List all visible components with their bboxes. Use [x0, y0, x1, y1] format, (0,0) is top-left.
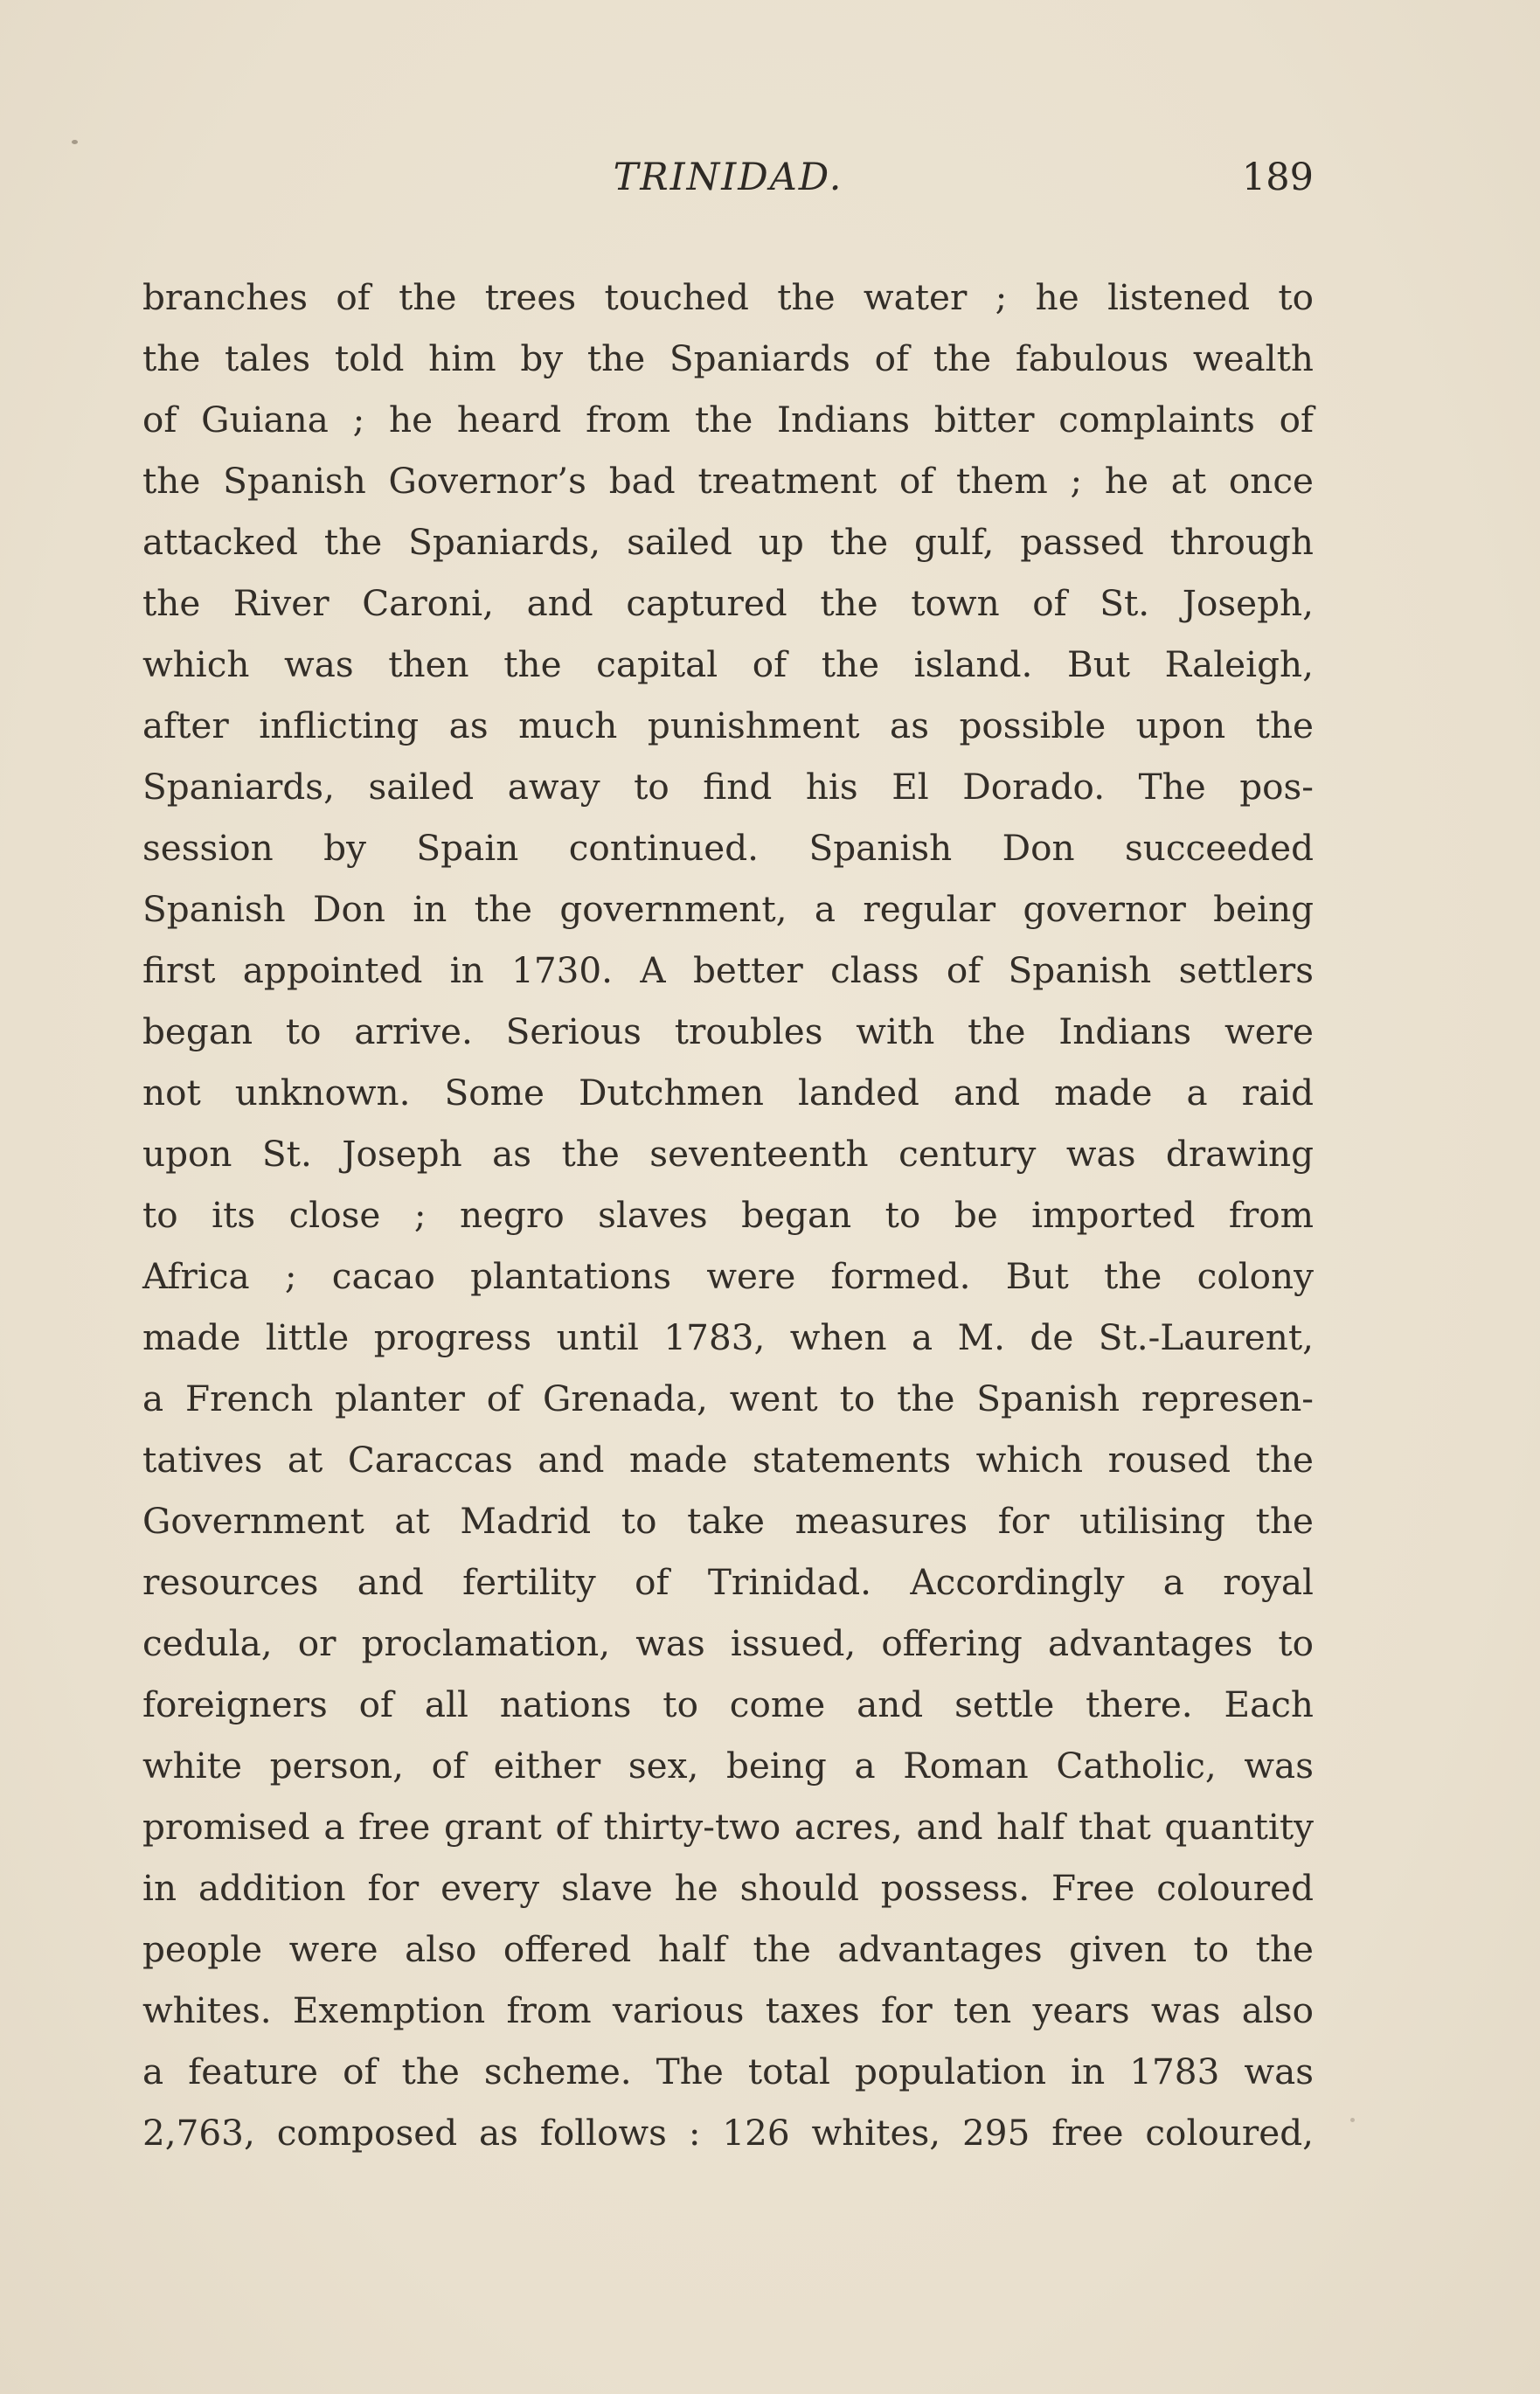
text-line: the River Caroni, and captured the town of St. Joseph,	[142, 582, 1314, 624]
text-line: 2,763, composed as follows : 126 whites, 295 free coloured,	[142, 2112, 1314, 2154]
text-line: the tales told him by the Spaniards of the fabulous wealth	[142, 337, 1314, 379]
text-line: branches of the trees touched the water ; he listened to	[142, 276, 1314, 318]
text-line: session by Spain continued. Spanish Don succeeded	[142, 827, 1314, 869]
text-line: Spanish Don in the government, a regular governor being	[142, 888, 1314, 930]
page-number: 189	[1241, 156, 1314, 199]
text-line: Government at Madrid to take measures for utilising the	[142, 1500, 1314, 1542]
text-line: to its close ; negro slaves began to be imported from	[142, 1194, 1314, 1236]
text-line: a French planter of Grenada, went to the Spanish represen-	[142, 1377, 1314, 1419]
text-line: in addition for every slave he should possess. Free coloured	[142, 1867, 1314, 1909]
text-line: which was then the capital of the island. But Raleigh,	[142, 643, 1314, 685]
text-line: made little progress until 1783, when a M. de St.-Laurent,	[142, 1316, 1314, 1358]
text-line: whites. Exemption from various taxes for ten years was also	[142, 1989, 1314, 2031]
text-line: not unknown. Some Dutchmen landed and made a raid	[142, 1072, 1314, 1114]
text-line: people were also offered half the advantages given to the	[142, 1928, 1314, 1970]
text-line: began to arrive. Serious troubles with the Indians were	[142, 1010, 1314, 1052]
text-line: cedula, or proclamation, was issued, offering advantages to	[142, 1622, 1314, 1664]
text-line: resources and fertility of Trinidad. Accordingly a royal	[142, 1561, 1314, 1603]
ink-speck	[1350, 2118, 1355, 2122]
text-line: attacked the Spaniards, sailed up the gulf, passed through	[142, 521, 1314, 563]
running-title: TRINIDAD.	[613, 156, 843, 199]
ink-speck	[72, 140, 78, 144]
text-line: Africa ; cacao plantations were formed. But the colony	[142, 1255, 1314, 1297]
text-line: promised a free grant of thirty-two acres, and half that quantity	[142, 1806, 1314, 1848]
text-line: Spaniards, sailed away to find his El Dorado. The pos-	[142, 766, 1314, 808]
text-line: after inflicting as much punishment as possible upon the	[142, 704, 1314, 746]
text-line: tatives at Caraccas and made statements which roused the	[142, 1439, 1314, 1481]
text-line: upon St. Joseph as the seventeenth century was drawing	[142, 1133, 1314, 1175]
body-text	[142, 267, 1314, 2163]
text-line: first appointed in 1730. A better class of Spanish settlers	[142, 949, 1314, 991]
page-header	[142, 156, 1314, 217]
text-line: of Guiana ; he heard from the Indians bitter complaints of	[142, 399, 1314, 441]
text-line: a feature of the scheme. The total population in 1783 was	[142, 2051, 1314, 2092]
text-line: the Spanish Governor’s bad treatment of them ; he at once	[142, 460, 1314, 502]
text-line: white person, of either sex, being a Roman Catholic, was	[142, 1745, 1314, 1787]
text-line: foreigners of all nations to come and settle there. Each	[142, 1683, 1314, 1725]
